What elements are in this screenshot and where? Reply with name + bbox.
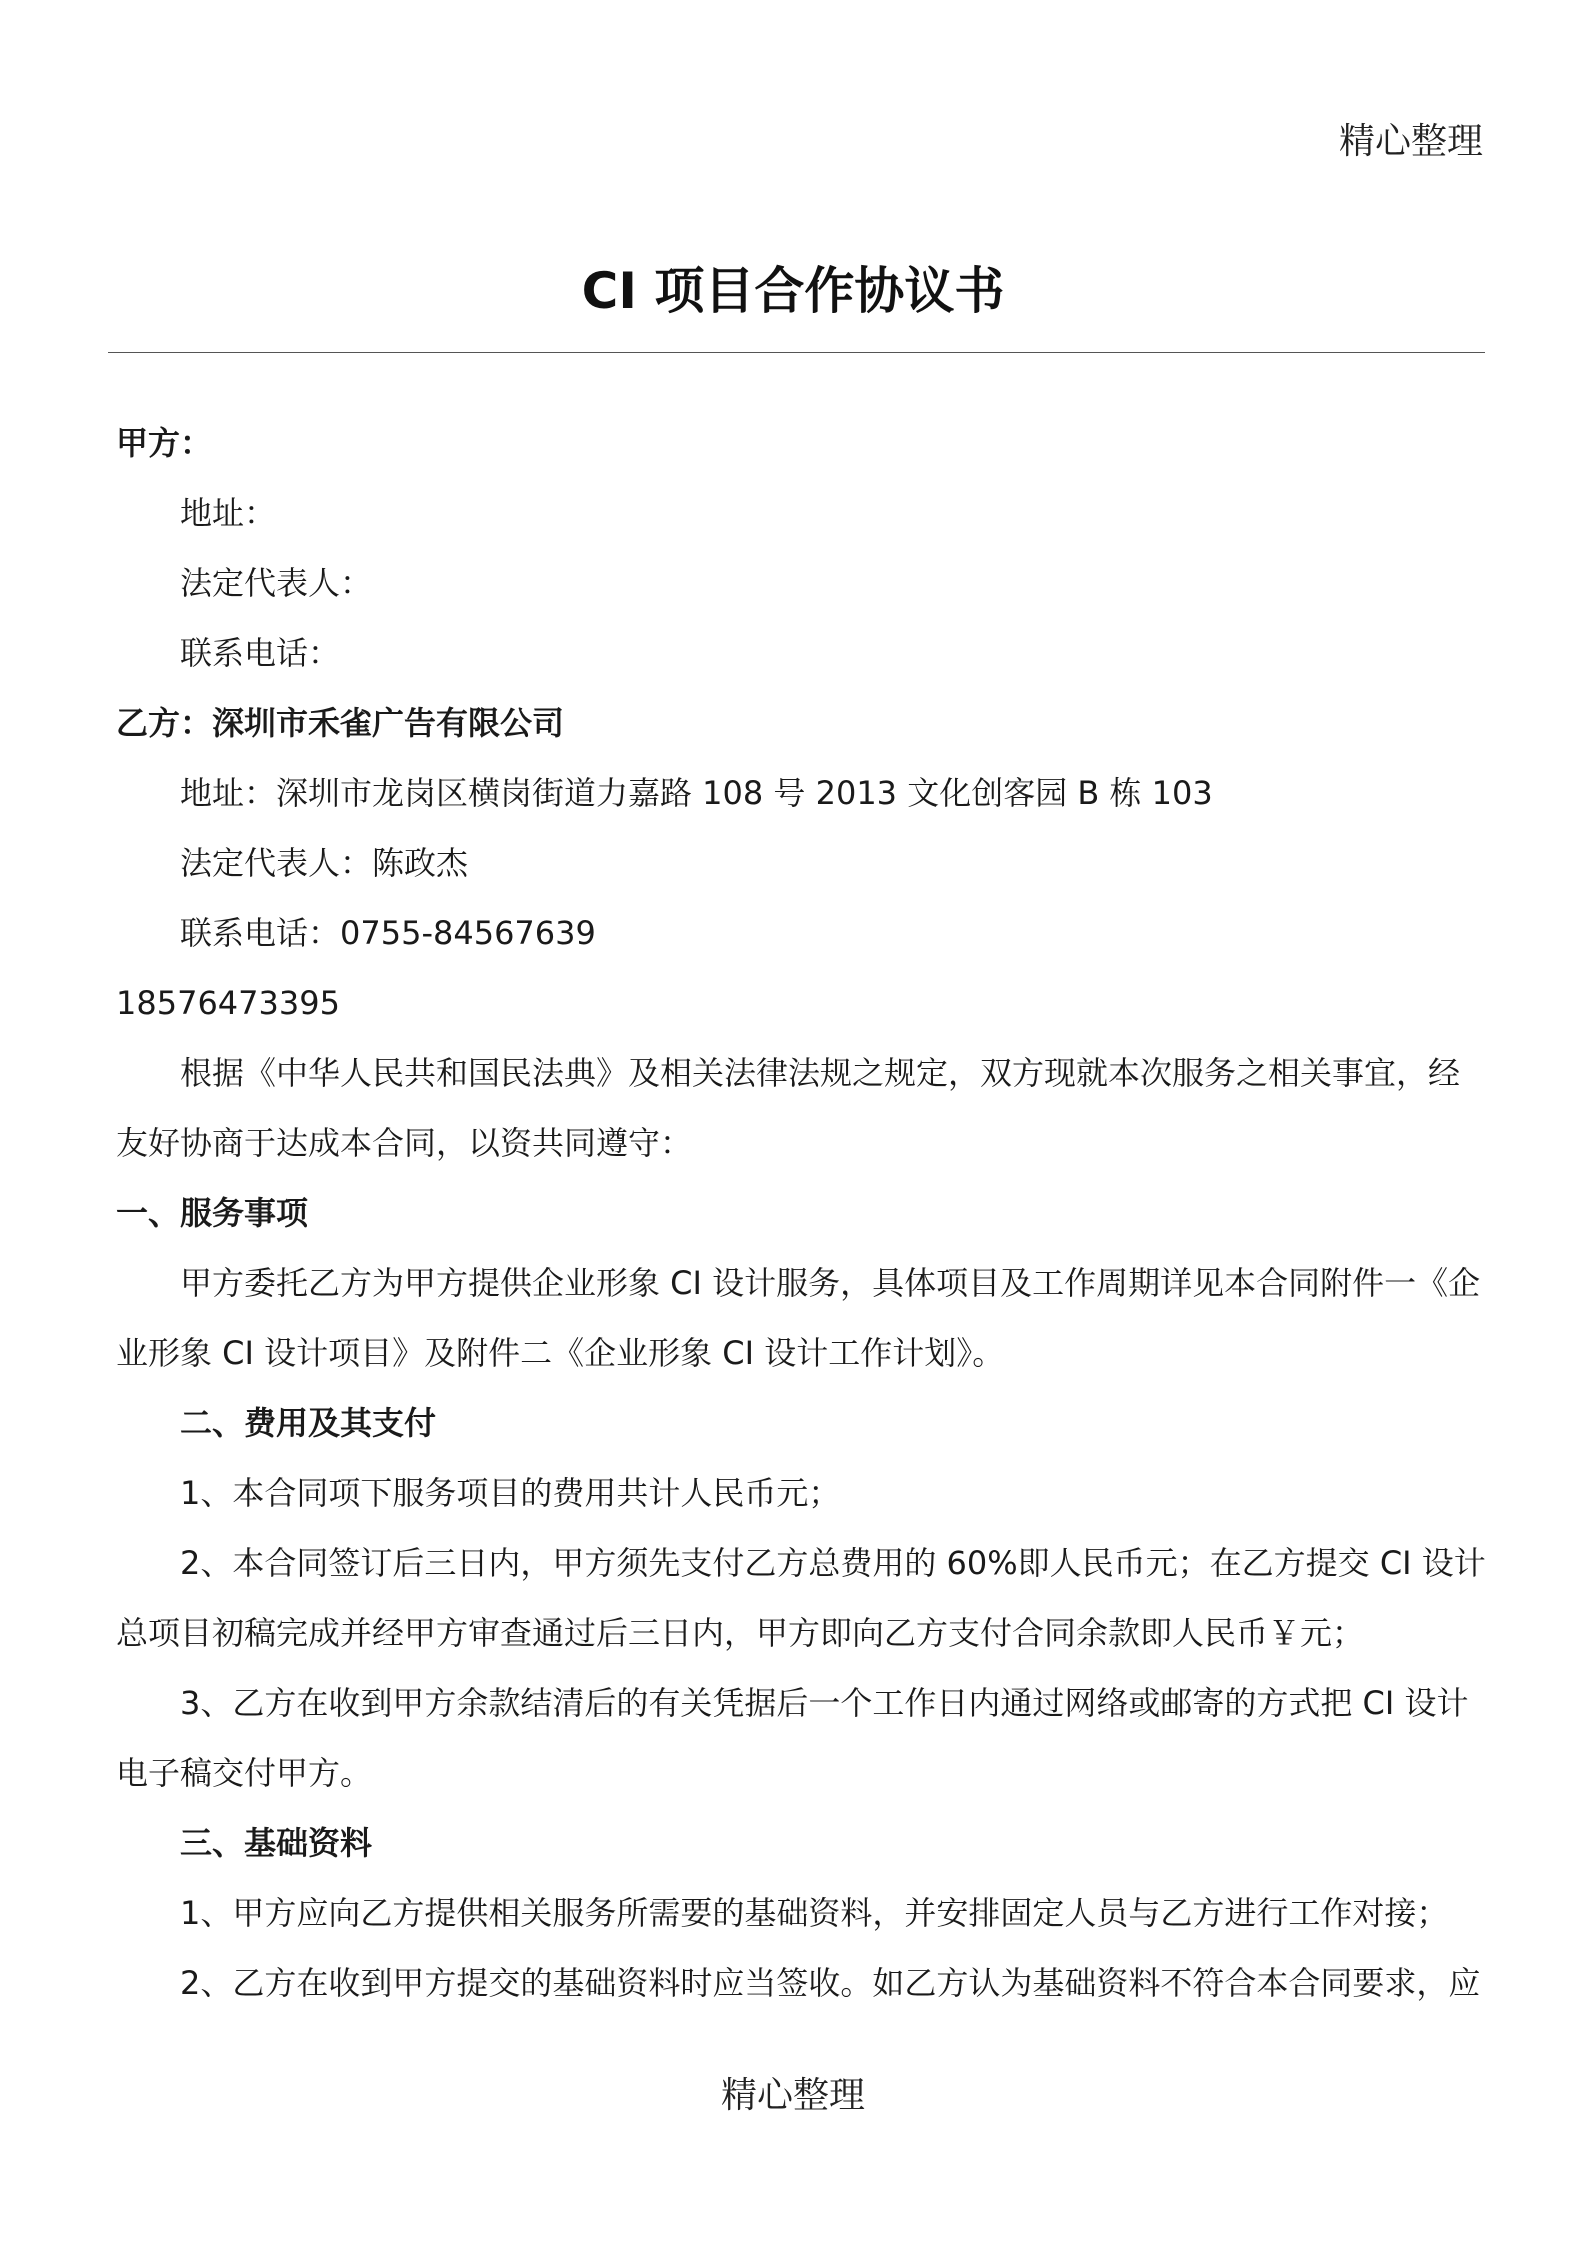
document-title: CI 项目合作协议书: [581, 262, 1005, 320]
header-note: 精心整理: [1338, 121, 1483, 162]
section1-text: 甲方委托乙方为甲方提供企业形象 CI 设计服务，具体项目及工作周期详见本合同附件一《企业形象 CI 设计项目》及附件二《企业形象 CI 设计工作计划》。: [116, 1264, 1481, 1372]
section2-item2: 2、本合同签订后三日内，甲方须先支付乙方总费用的 60%即人民币元；在乙方提交 CI 设计总项目初稿完成并经甲方审查通过后三日内，甲方即向乙方支付合同余款即人民币￥元；: [116, 1544, 1486, 1652]
party-a-address: 地址：: [180, 494, 277, 532]
section2-item3: 3、乙方在收到甲方余款结清后的有关凭据后一个工作日内通过网络或邮寄的方式把 CI 设计电子稿交付甲方。: [116, 1684, 1469, 1792]
party-b-address: 地址：深圳市龙岗区横岗街道力嘉路 108 号 2013 文化创客园 B 栋 103: [180, 774, 1213, 812]
footer-note: 精心整理: [720, 2075, 865, 2116]
section3-item2: 2、乙方在收到甲方提交的基础资料时应当签收。如乙方认为基础资料不符合本合同要求，应: [180, 1964, 1481, 2002]
party-a-label: 甲方：: [116, 424, 213, 462]
intro-paragraph: 根据《中华人民共和国民法典》及相关法律法规之规定，双方现就本次服务之相关事宜，经友好协商于达成本合同，以资共同遵守：: [116, 1054, 1461, 1162]
document-body: [116, 408, 1486, 2018]
section2-item1: 1、本合同项下服务项目的费用共计人民币元；: [180, 1474, 841, 1512]
section3-heading: 三、基础资料: [180, 1824, 373, 1862]
party-a-phone: 联系电话：: [180, 634, 341, 672]
party-b-legal-rep: 法定代表人：陈政杰: [180, 844, 469, 882]
section3-item1: 1、甲方应向乙方提供相关服务所需要的基础资料，并安排固定人员与乙方进行工作对接；: [180, 1894, 1449, 1932]
party-a-legal-rep: 法定代表人：: [180, 564, 373, 602]
party-b-label: 乙方：深圳市禾雀广告有限公司: [116, 704, 565, 742]
party-b-mobile: 18576473395: [116, 984, 340, 1022]
party-b-phone: 联系电话：0755-84567639: [180, 914, 596, 952]
title-divider: [108, 352, 1485, 353]
section2-heading: 二、费用及其支付: [180, 1404, 437, 1442]
section1-heading: 一、服务事项: [116, 1194, 309, 1232]
